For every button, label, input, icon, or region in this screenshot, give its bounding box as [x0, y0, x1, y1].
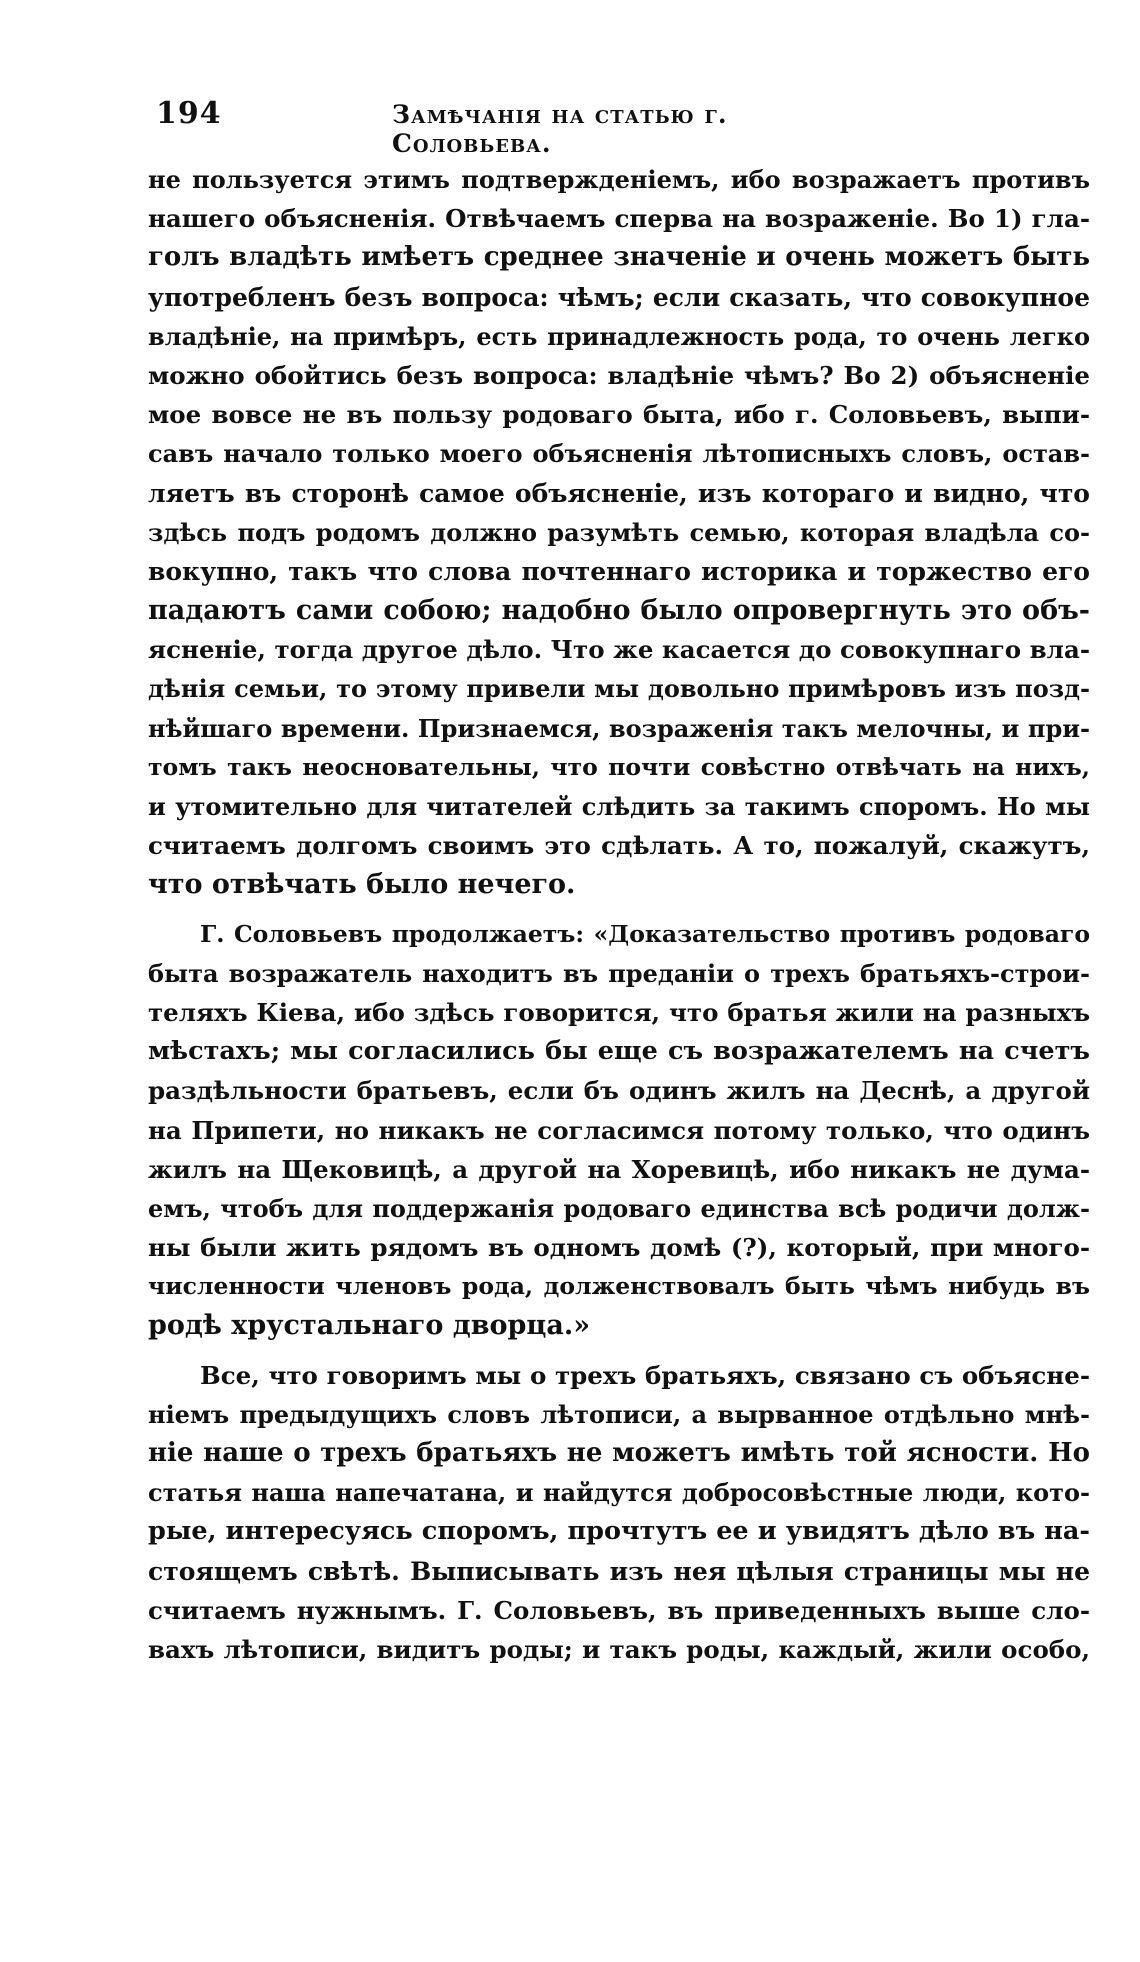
- text-line: что отвѣчать было нечего.: [148, 869, 576, 901]
- text-line: не пользуется этимъ подтвержденіемъ, ибо возражаетъ противъ: [148, 165, 1090, 194]
- text-line: нѣйшаго времени. Признаемся, возраженія такъ мелочны, и при-: [148, 713, 1090, 743]
- text-line: теляхъ Кіева, ибо здѣсь говорится, что братья жили на разныхъ: [148, 997, 1090, 1027]
- text-line: ны были жить рядомъ въ одномъ домѣ (?), который, при много-: [148, 1233, 1090, 1263]
- text-line: емъ, чтобъ для поддержанія родоваго единства всѣ родичи долж-: [148, 1193, 1090, 1223]
- text-line: численности членовъ рода, долженствовалъ быть чѣмъ нибудь въ: [148, 1272, 1090, 1301]
- text-line: владѣніе, на примѣръ, есть принадлежность рода, то очень легко: [148, 321, 1090, 351]
- paragraph-gap: [148, 905, 1090, 915]
- text-line: ясненіе, тогда другое дѣло. Что же касается до совокупнаго вла-: [148, 635, 1090, 665]
- text-line: падаютъ сами собою; надобно было опровергнуть это объ-: [148, 595, 1090, 627]
- page-header: [156, 96, 886, 158]
- text-line: стоящемъ свѣтѣ. Выписывать изъ нея цѣлыя страницы мы не: [148, 1556, 1090, 1586]
- text-line: дѣнія семьи, то этому привели мы довольно примѣровъ изъ позд-: [148, 674, 1090, 704]
- text-line: голъ владѣть имѣетъ среднее значеніе и очень можетъ быть: [148, 242, 1090, 273]
- text-line: можно обойтись безъ вопроса: владѣніе чѣмъ? Во 2) объясненіе: [148, 360, 1090, 390]
- paragraph: [148, 1356, 1090, 1670]
- paragraph: [148, 915, 1090, 1346]
- text-line: и утомительно для читателей слѣдить за такимъ споромъ. Но мы: [148, 792, 1090, 821]
- text-line: быта возражатель находитъ въ преданіи о трехъ братьяхъ-строи-: [148, 958, 1090, 988]
- text-line: статья наша напечатана, и найдутся добросовѣстные люди, кото-: [148, 1478, 1090, 1508]
- text-line: мѣстахъ; мы согласились бы еще съ возражателемъ на счетъ: [148, 1036, 1090, 1067]
- text-line: ніемъ предыдущихъ словъ лѣтописи, а вырванное отдѣльно мнѣ-: [148, 1399, 1090, 1429]
- text-line: раздѣльности братьевъ, если бъ одинъ жилъ на Деснѣ, а другой: [148, 1076, 1090, 1106]
- text-line: вокупно, такъ что слова почтеннаго историка и торжество его: [148, 556, 1090, 586]
- paragraph: [148, 160, 1090, 905]
- text-line: употребленъ безъ вопроса: чѣмъ; если сказать, что совокупное: [148, 282, 1090, 312]
- text-line: мое вовсе не въ пользу родоваго быта, ибо г. Соловьевъ, выпи-: [148, 400, 1090, 430]
- text-line: ніе наше о трехъ братьяхъ не можетъ имѣть той ясности. Но: [148, 1438, 1090, 1468]
- text-line: Все, что говоримъ мы о трехъ братьяхъ, связано съ объясне-: [200, 1360, 1090, 1390]
- text-line: ляетъ въ сторонѣ самое объясненіе, изъ котораго и видно, что: [148, 478, 1090, 508]
- paragraph-gap: [148, 1346, 1090, 1356]
- text-line: жилъ на Щековицѣ, а другой на Хоревицѣ, ибо никакъ не дума-: [148, 1154, 1090, 1184]
- text-line: томъ такъ неосновательны, что почти совѣстно отвѣчать на нихъ,: [148, 752, 1090, 781]
- text-line: рые, интересуясь споромъ, прочтутъ ее и увидятъ дѣло въ на-: [148, 1516, 1090, 1547]
- page-number: 194: [156, 96, 222, 131]
- text-line: здѣсь подъ родомъ должно разумѣть семью, которая владѣла со-: [148, 517, 1090, 547]
- body-text: [148, 160, 1090, 1669]
- text-line: родѣ хрустальнаго дворца.»: [148, 1310, 591, 1342]
- text-line: считаемъ нужнымъ. Г. Соловьевъ, въ приведенныхъ выше сло-: [148, 1595, 1090, 1625]
- text-line: Г. Соловьевъ продолжаетъ: «Доказательство противъ родоваго: [200, 919, 1090, 948]
- text-line: считаемъ долгомъ своимъ это сдѣлать. А то, пожалуй, скажутъ,: [148, 831, 1090, 861]
- text-line: вахъ лѣтописи, видитъ роды; и такъ роды, каждый, жили особо,: [148, 1634, 1090, 1664]
- text-line: на Припети, но никакъ не согласимся потому только, что одинъ: [148, 1115, 1090, 1145]
- running-title: Замѣчанія на статью г. Соловьева.: [392, 100, 728, 158]
- text-line: савъ начало только моего объясненія лѣтописныхъ словъ, остав-: [148, 439, 1090, 469]
- text-line: нашего объясненія. Отвѣчаемъ сперва на возраженіе. Во 1) гла-: [148, 204, 1090, 234]
